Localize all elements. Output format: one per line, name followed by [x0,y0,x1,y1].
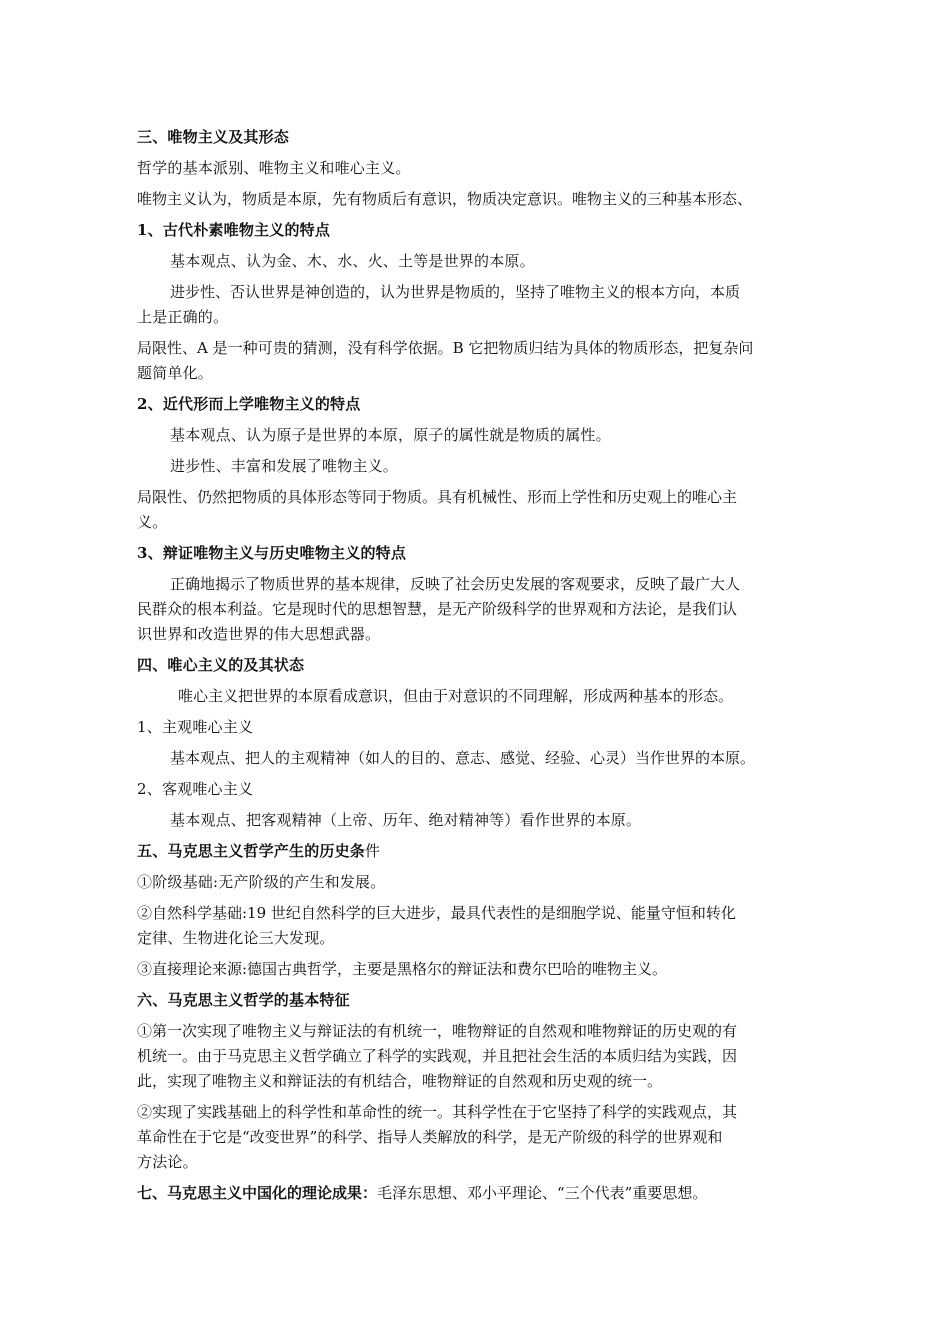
list-item: ③直接理论来源:德国古典哲学，主要是黑格尔的辩证法和费尔巴哈的唯物主义。 [137,960,668,978]
section-7-heading-bold: 七、马克思主义中国化的理论成果： [137,1184,378,1202]
paragraph-continuation: 民群众的根本利益。它是现时代的思想智慧，是无产阶级科学的世界观和方法论，是我们认 [137,600,738,618]
paragraph: 哲学的基本派别、唯物主义和唯心主义。 [137,159,411,177]
list-item: ②自然科学基础:19 世纪自然科学的巨大进步，最具代表性的是细胞学说、能量守恒和转化 [137,904,736,922]
paragraph: 局限性、A 是一种可贵的猜测，没有科学依据。B 它把物质归结为具体的物质形态，把复杂问 [137,339,754,357]
section-4-heading: 四、唯心主义的及其状态 [137,656,305,674]
paragraph: 基本观点、把客观精神（上帝、历年、绝对精神等）看作世界的本原。 [170,811,642,829]
list-item-continuation: 此，实现了唯物主义和辩证法的有机结合，唯物辩证的自然观和历史观的统一。 [137,1072,663,1090]
paragraph-continuation: 识世界和改造世界的伟大思想武器。 [137,625,381,643]
subsection-heading: 2、近代形而上学唯物主义的特点 [137,395,361,413]
list-item-continuation: 方法论。 [137,1153,198,1171]
paragraph-continuation: 题简单化。 [137,364,214,382]
list-item-continuation: 定律、生物进化论三大发现。 [137,929,335,947]
section-3-heading: 三、唯物主义及其形态 [137,128,290,146]
list-item-continuation: 机统一。由于马克思主义哲学确立了科学的实践观，并且把社会生活的本质归结为实践，因 [137,1047,738,1065]
paragraph-continuation: 上是正确的。 [137,308,229,326]
paragraph: 基本观点、把人的主观精神（如人的目的、意志、感觉、经验、心灵）当作世界的本原。 [170,749,756,767]
section-5-heading [137,839,822,864]
paragraph: 唯物主义认为，物质是本原，先有物质后有意识，物质决定意识。唯物主义的三种基本形态、 [137,190,753,208]
subsection-heading: 2、客观唯心主义 [137,780,254,798]
section-5-heading-tail: 件 [365,842,381,860]
subsection-heading: 1、主观唯心主义 [137,718,254,736]
paragraph: 进步性、丰富和发展了唯物主义。 [170,457,399,475]
subsection-heading: 3、辩证唯物主义与历史唯物主义的特点 [137,544,407,562]
paragraph: 基本观点、认为原子是世界的本原，原子的属性就是物质的属性。 [170,426,611,444]
paragraph-continuation: 义。 [137,513,168,531]
list-item: ②实现了实践基础上的科学性和革命性的统一。其科学性在于它坚持了科学的实践观点，其 [137,1103,738,1121]
list-item: ①阶级基础:无产阶级的产生和发展。 [137,873,386,891]
section-7-heading [137,1181,822,1206]
paragraph: 基本观点、认为金、木、水、火、土等是世界的本原。 [170,252,535,270]
list-item-continuation: 革命性在于它是“改变世界”的科学、指导人类解放的科学，是无产阶级的科学的世界观和 [137,1128,723,1146]
section-7-heading-tail: 毛泽东思想、邓小平理论、“三个代表”重要思想。 [377,1184,708,1202]
paragraph: 局限性、仍然把物质的具体形态等同于物质。具有机械性、形而上学性和历史观上的唯心主 [137,488,738,506]
list-item: ①第一次实现了唯物主义与辩证法的有机统一，唯物辩证的自然观和唯物辩证的历史观的有 [137,1022,738,1040]
paragraph: 进步性、否认世界是神创造的，认为世界是物质的，坚持了唯物主义的根本方向，本质 [170,283,741,301]
paragraph: 唯心主义把世界的本原看成意识，但由于对意识的不同理解，形成两种基本的形态。 [178,687,734,705]
subsection-heading: 1、古代朴素唯物主义的特点 [137,221,331,239]
section-5-heading-bold: 五、马克思主义哲学产生的历史条 [137,842,366,860]
section-6-heading: 六、马克思主义哲学的基本特征 [137,991,350,1009]
paragraph: 正确地揭示了物质世界的基本规律，反映了社会历史发展的客观要求，反映了最广大人 [170,575,741,593]
